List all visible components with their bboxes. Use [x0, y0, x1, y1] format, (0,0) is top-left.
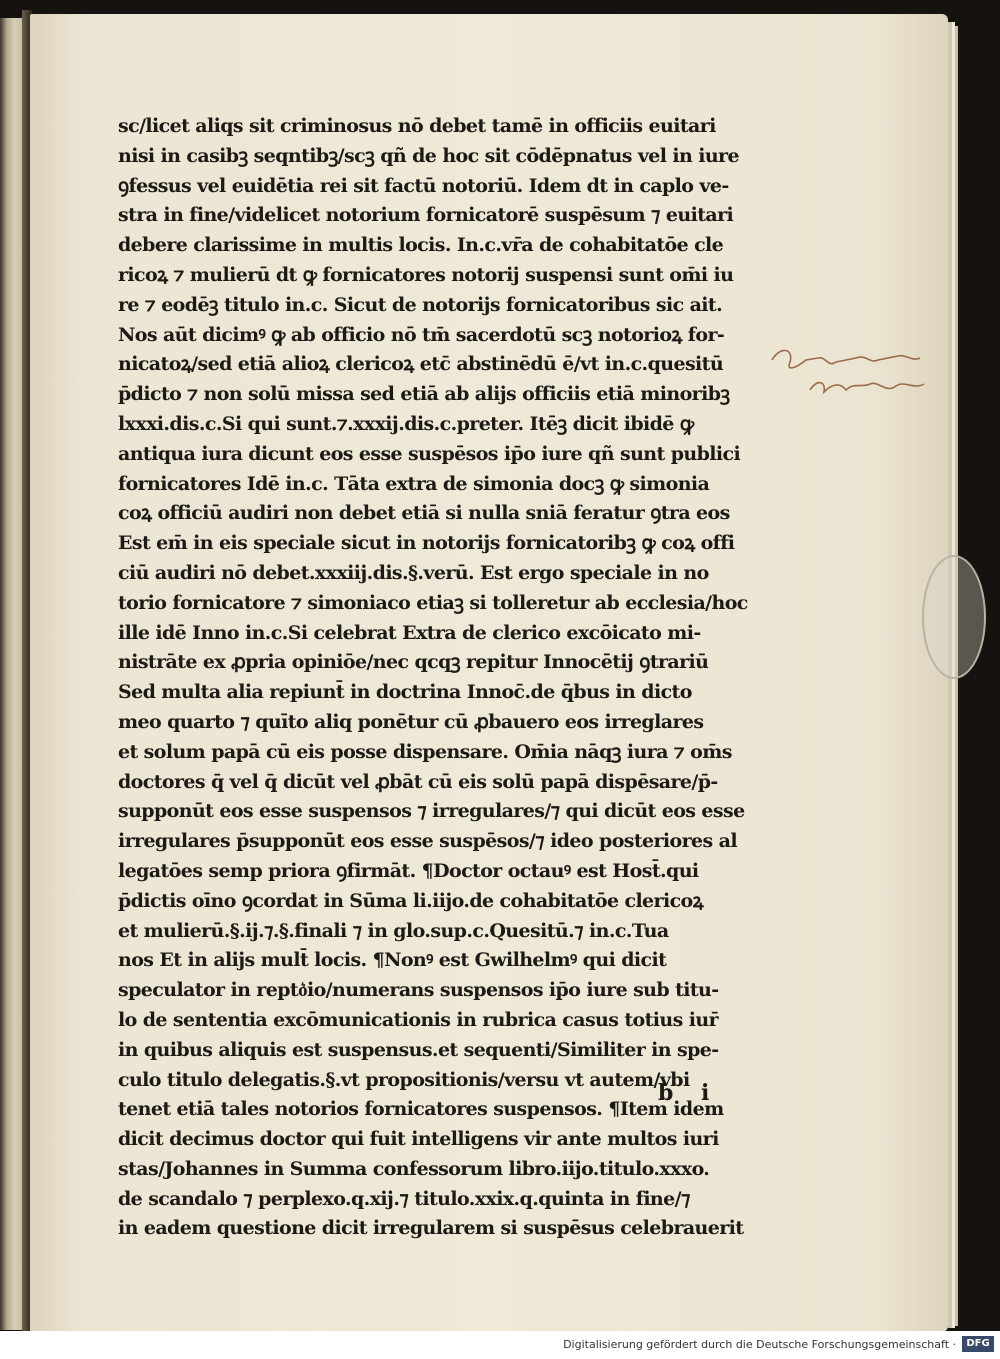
text-line: nistrāte ex ꝓpria opiniōe/nec qcqꝫ repitur Innocētij ꝯtrariū [118, 651, 709, 674]
text-line: de scandalo ⁊ perplexo.q.xij.⁊ titulo.xxix.q.quinta in fine/⁊ [118, 1187, 690, 1210]
text-line: et solum papā cū eis posse dispensare. Om̄ia nāqꝫ iura ⁊ om̄s [118, 740, 732, 763]
text-line: meo quarto ⁊ quīto aliq ponētur cū ꝓbauero eos irreglares [118, 710, 704, 733]
dfg-logo: DFG [962, 1336, 994, 1352]
text-line: lxxxi.dis.c.Si qui sunt.⁊.xxxij.dis.c.preter. Itēꝫ dicit ibidē ꝙ [118, 412, 694, 435]
text-line: Sed multa alia repiunt̄ in doctrina Innoc̄.de q̄bus in dicto [118, 681, 692, 704]
previous-leaf-edge [0, 18, 24, 1330]
text-line: fornicatores Idē in.c. Tāta extra de simonia docꝫ ꝙ simonia [118, 472, 710, 495]
text-line: et mulierū.§.ij.⁊.§.finali ⁊ in glo.sup.c.Quesitū.⁊ in.c.Tua [118, 919, 669, 942]
text-line: in quibus aliquis est suspensus.et sequenti/Similiter in spe- [118, 1038, 719, 1061]
text-line: ille idē Inno in.c.Si celebrat Extra de clerico excōicato mi- [118, 621, 701, 644]
text-line: doctores q̄ vel q̄ dicūt vel ꝓbāt cū eis solū papā dispēsare/p̄- [118, 770, 718, 793]
text-line: tenet etiā tales notorios fornicatores suspensos. ¶Item idem [118, 1098, 724, 1121]
text-line: sc/licet aliqs sit criminosus nō debet tamē in officiis euitari [118, 115, 716, 137]
page-clip [922, 555, 986, 679]
footer-bar [0, 1331, 1000, 1359]
text-line: antiqua iura dicunt eos esse suspēsos ip̄o iure qñ sunt publici [118, 442, 741, 465]
text-line: ricoꝝ ⁊ mulierū dt ꝙ fornicatores notorij suspensi sunt om̄i iu [118, 263, 734, 286]
text-line: lo de sententia excōmunicationis in rubrica casus totius iur̄ [118, 1008, 718, 1031]
text-line: re ⁊ eodēꝫ titulo in.c. Sicut de notorijs fornicatoribus sic ait. [118, 293, 723, 316]
text-line: torio fornicatore ⁊ simoniaco etiaꝫ si tolleretur ab ecclesia/hoc [118, 591, 748, 614]
text-line: ciū audiri nō debet.xxxiij.dis.§.verū. Est ergo speciale in no [118, 561, 709, 584]
text-line: nicatoꝝ/sed etiā alioꝝ clericoꝝ etc̄ abstinēdū ē/vt in.c.quesitū [118, 353, 724, 376]
text-line: p̄dicto ⁊ non solū missa sed etiā ab alijs officiis etiā minoribꝫ [118, 383, 730, 406]
handwritten-marginalia [766, 338, 936, 408]
text-line: legatōes semp priora ꝯfirmāt. ¶Doctor octauꝰ est Host̄.qui [118, 859, 699, 882]
text-line: supponūt eos esse suspensos ⁊ irregulares/⁊ qui dicūt eos esse [118, 800, 745, 823]
text-line: speculator in repto͛io/numerans suspensos ip̄o iure sub titu- [118, 979, 719, 1002]
signature-mark: b i [658, 1080, 720, 1106]
text-line: stas/Johannes in Summa confessorum libro.iijo.titulo.xxxo. [118, 1157, 710, 1180]
funding-notice: Digitalisierung gefördert durch die Deutsche Forschungsgemeinschaft · [563, 1338, 956, 1351]
text-line: dicit decimus doctor qui fuit intelligens vir ante multos iuri [118, 1128, 719, 1151]
text-line: irregulares p̄supponūt eos esse suspēsos/⁊ ideo posteriores al [118, 830, 737, 853]
text-line: Est em̄ in eis speciale sicut in notorijs fornicatoribꝫ ꝙ coꝝ offi [118, 532, 735, 555]
text-line: culo titulo delegatis.§.vt propositionis/versu vt autem/vbi [118, 1068, 690, 1091]
text-line: nisi in casibꝫ seqntibꝫ/scꝫ qñ de hoc sit cōdēpnatus vel in iure [118, 144, 739, 167]
text-line: coꝝ officiū audiri non debet etiā si nulla sniā feratur ꝯtra eos [118, 502, 730, 525]
text-line: p̄dictis oīno ꝯcordat in Sūma li.iijo.de cohabitatōe clericoꝝ [118, 889, 703, 912]
text-line: in eadem questione dicit irregularem si suspēsus celebrauerit [118, 1217, 744, 1240]
text-line: stra in fine/videlicet notorium fornicatorē suspēsum ⁊ euitari [118, 204, 734, 227]
text-line: debere clarissime in multis locis. In.c.vr̄a de cohabitatōe cle [118, 234, 724, 257]
text-line: Nos aūt dicimꝰ ꝙ ab officio nō tm̄ sacerdotū scꝫ notorioꝝ for- [118, 323, 725, 346]
text-line: nos Et in alijs mult̄ locis. ¶Nonꝰ est Gwilhelmꝰ qui dicit [118, 949, 667, 972]
body-text [118, 112, 766, 1244]
text-line: ꝯfessus vel euidētia rei sit factū notoriū. Idem dt in caplo ve- [118, 174, 729, 197]
